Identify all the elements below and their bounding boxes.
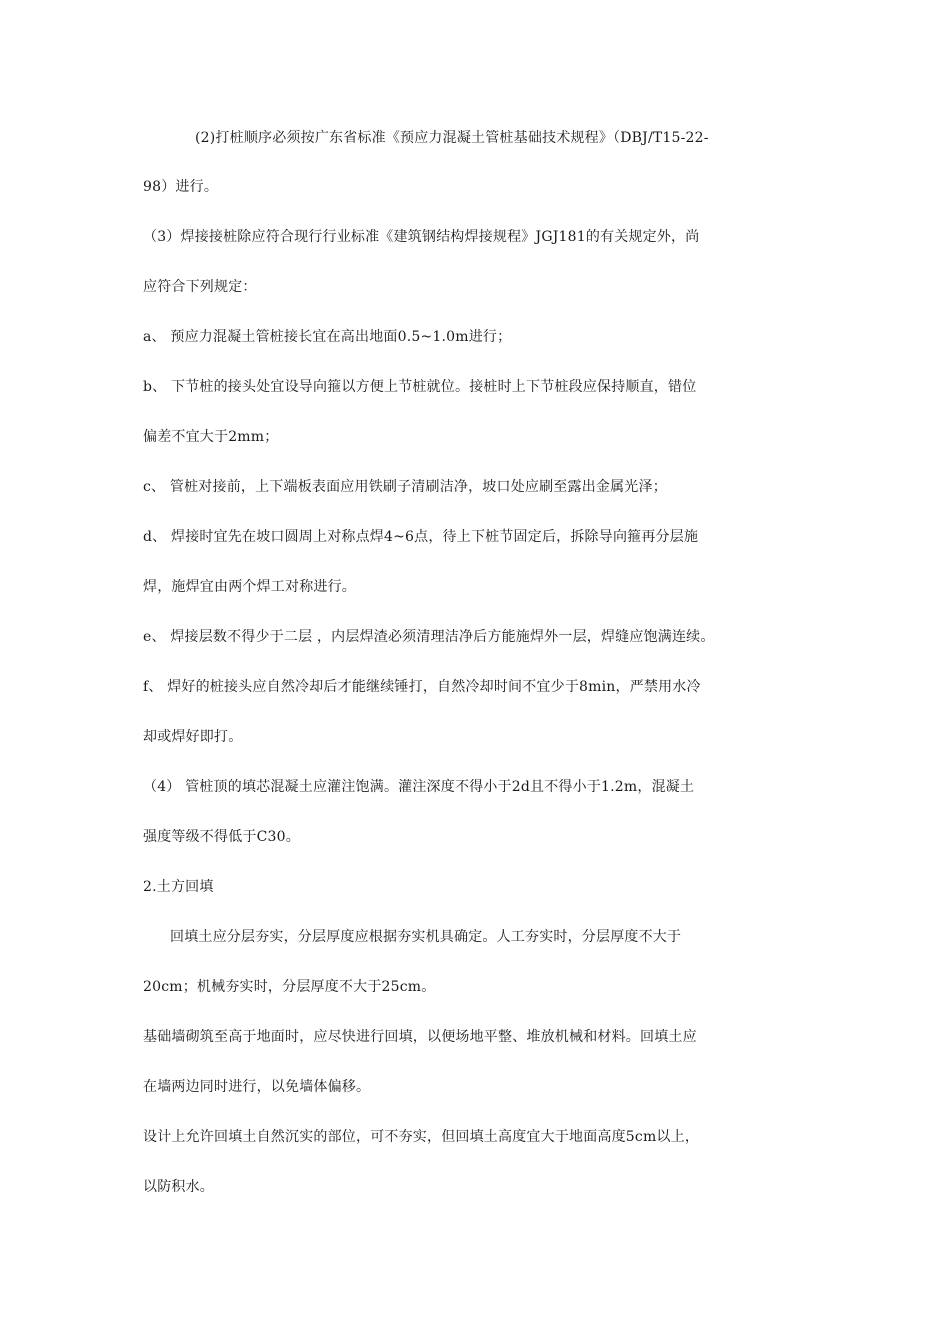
text-line-pile-driving-order: (2)打桩顺序必须按广东省标准《预应力混凝土管桩基础技术规程》（DBJ/T15-22- <box>195 130 709 146</box>
text-line-backfill-layers: 回填土应分层夯实，分层厚度应根据夯实机具确定。人工夯实时，分层厚度不大于 <box>170 929 682 945</box>
list-item-f-cont: 却或焊好即打。 <box>143 729 243 745</box>
list-item-c: c、 管桩对接前，上下端板表面应用铁刷子清刷洁净，坡口处应刷至露出金属光泽； <box>143 479 667 495</box>
text-line-welding-rule: （3）焊接接桩除应符合现行行业标准《建筑钢结构焊接规程》JGJ181的有关规定外，尚 <box>143 229 700 245</box>
list-item-e: e、 焊接层数不得少于二层 ，内层焊渣必须清理洁净后方能施焊外一层，焊缝应饱满连续。 <box>143 629 715 645</box>
list-item-a: a、 预应力混凝土管桩接长宜在高出地面0.5~1.0m进行； <box>143 329 512 345</box>
list-item-d-cont: 焊，施焊宜由两个焊工对称进行。 <box>143 579 356 595</box>
text-line-fill-core: （4） 管桩顶的填芯混凝土应灌注饱满。灌注深度不得小于2d且不得小于1.2m，混凝土 <box>143 779 695 795</box>
text-line-backfill-layers-cont: 20cm；机械夯实时，分层厚度不大于25cm。 <box>143 979 436 995</box>
text-line-natural-settling-cont: 以防积水。 <box>143 1179 214 1195</box>
text-line-foundation-wall: 基础墙砌筑至高于地面时，应尽快进行回填，以便场地平整、堆放机械和材料。回填土应 <box>143 1029 697 1045</box>
list-item-b-cont: 偏差不宜大于2mm； <box>143 429 279 445</box>
text-line-welding-rule-cont: 应符合下列规定： <box>143 279 257 295</box>
text-line-pile-driving-order-cont: 98）进行。 <box>143 179 219 195</box>
section-heading-earth-backfill: 2.土方回填 <box>143 879 214 895</box>
text-line-natural-settling: 设计上允许回填土自然沉实的部位，可不夯实，但回填土高度宜大于地面高度5cm以上， <box>143 1129 700 1145</box>
text-line-foundation-wall-cont: 在墙两边同时进行，以免墙体偏移。 <box>143 1079 371 1095</box>
text-line-fill-core-cont: 强度等级不得低于C30。 <box>143 829 300 845</box>
list-item-d: d、 焊接时宜先在坡口圆周上对称点焊4~6点，待上下桩节固定后，拆除导向箍再分层施 <box>143 529 699 545</box>
list-item-b: b、 下节桩的接头处宜设导向箍以方便上节桩就位。接桩时上下节桩段应保持顺直，错位 <box>143 379 697 395</box>
list-item-f: f、 焊好的桩接头应自然冷却后才能继续锤打，自然冷却时间不宜少于8min，严禁用水冷 <box>143 679 701 695</box>
